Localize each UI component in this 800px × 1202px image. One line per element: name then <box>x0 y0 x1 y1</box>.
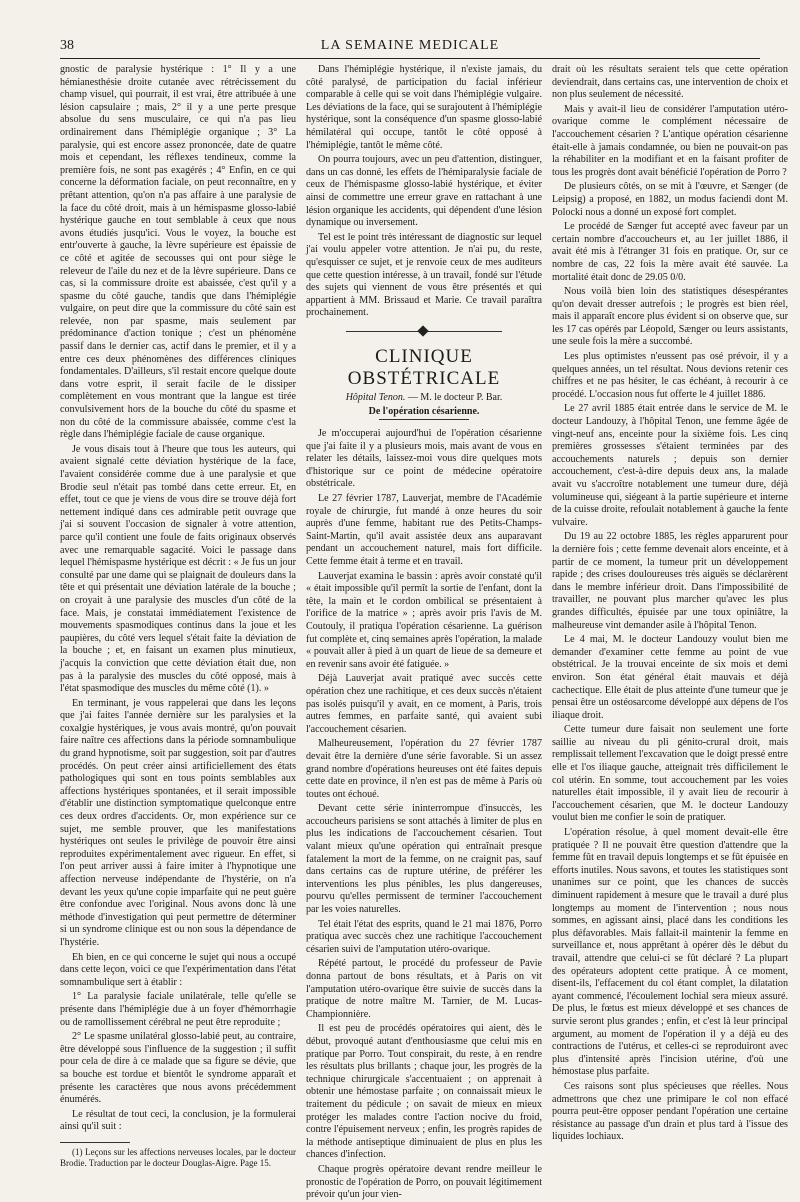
paragraph: Il est peu de procédés opératoires qui aient, dès le début, provoqué autant d'enthousiasme que celui mis en pratique par Porro. Tout conspirait, du reste, à en rendre les résultats plus brillants ; chaque jour, les progrès de la technique chirurgicale s'accentuaient ; on apprenait à obtenir une hémostase parfaite ; on connaissait mieux le traitement du pédicule ; on savait de mieux en mieux protéger les malades contre l'action nocive du froid, contre l'épuisement nerveux ; enfin, les progrès rapides de la méthode antiseptique diminuaient de plus en plus les chances d'infection. <box>306 1023 542 1161</box>
paragraph: Chaque progrès opératoire devant rendre meilleur le pronostic de l'opération de Porro, on pouvait légitimement prévoir qu'un jour vien- <box>306 1163 542 1201</box>
paragraph: Eh bien, en ce qui concerne le sujet qui nous a occupé dans cette leçon, voici ce que l'expérimentation dans l'état somnambulique sert à établir : <box>60 951 296 988</box>
subsection-rule <box>379 419 469 420</box>
paragraph: Ces raisons sont plus spécieuses que réelles. Nous admettrons que chez une primipare le col non effacé pourra peut-être opposer pendant l'opération une certaine résistance au passage d'un drain et plus tard à l'issue des liquides lochiaux. <box>552 1080 788 1143</box>
paragraph: Nous voilà bien loin des statistiques désespérantes qu'on devait dresser autrefois ; le progrès est bien réel, mais il apparaît encore plus évident si on observe que, sur les 17 cas opérés par Léopold, Sænger ou leurs assistants, une seule fois la mère a succombé. <box>552 286 788 348</box>
paragraph: De plusieurs côtés, on se mit à l'œuvre, et Sænger (de Leipsig) a proposé, en 1882, un modus faciendi dont M. Polocki nous a donné un exposé fort complet. <box>552 181 788 218</box>
hospital-name: Hôpital Tenon. <box>345 391 406 403</box>
paragraph: Devant cette série ininterrompue d'insuccès, les accoucheurs parisiens se sont attachés à limiter de plus en plus les indications de l'accouchement césarien. Tout valant mieux qu'une opération qui entraînait presque fatalement la mort de la femme, on ne craignit pas, sauf dans certains cas de rupture utérine, de préférer les interventions les plus pénibles, les plus dangereuses, pourvu qu'elles permissent de terminer l'accouchement par les voies naturelles. <box>306 803 542 916</box>
diamond-ornament-icon <box>417 325 428 336</box>
paragraph: gnostic de paralysie hystérique : 1° Il y a une hémianesthésie droite cutanée avec rétrécissement du champ visuel, qui pourrait, il est vrai, être attribuée à une lésion capsulaire ; mais, 2° il y a une perte presque absolue du sens musculaire, ce qui n'a pas lieu ordinairement dans l'hémiplégie organique ; 3° La paralysie, qui est encore assez prononcée, date de quatre mois et cependant, les réflexes tendineux, comme la première fois, ne sont pas exagérés ; 4° Enfin, en ce qui concerne la déformation faciale, on peut reconnaître, en y prêtant attention, qu'on n'a pas affaire à une paralysie de la face du côté droit, mais à un hémispasme glosso-labié hystérique gauche en tout semblable à ceux que nous avons étudiés jusqu'ici. Vous le voyez, la bouche est entr'ouverte à gauche, la lèvre supérieure est épaissie de ce côté et agitée de secousses qui ont pour siège le releveur de l'aile du nez et de la lèvre supérieure. Dans ce cas, si la commissure droite est abaissée, c'est qu'il y a spasme du côté gauche, tandis que dans l'hémiplégie vulgaire, on peut dire que la commissure du côté sain est relevée, non par spasme, mais seulement par prédominance d'action tonique ; c'est un phénomène passif dans le dernier cas, actif dans le premier, et il y a entre ces deux phénomènes des différences cliniques fondamentales. D'ailleurs, s'il restait encore quelque doute dans votre esprit, il serait facile de le dissiper complètement en vous montrant que la langue est tirée convulsivement hors de la bouche du côté du spasme et non du côté de la commissure abaissée, comme c'est la règle dans l'hémiplégie faciale de cause organique. <box>60 64 296 441</box>
paragraph: Je m'occuperai aujourd'hui de l'opération césarienne que j'ai faite il y a plusieurs mois, mais avant de vous en relater les détails, laissez-moi vous dire quelques mots d'historique sur ce point de médecine opératoire obstétricale. <box>306 428 542 490</box>
paragraph: L'opération résolue, à quel moment devait-elle être pratiquée ? Il ne pouvait être question d'attendre que la femme fût en travail depuis longtemps et se fût épuisée en efforts inutiles. Nous savons, et toutes les statistiques sont unanimes sur ce point, que les chances de succès diminuent rapidement à mesure que le travail a duré plus longtemps au moment de l'intervention ; nous nous sommes, en agissant ainsi, placé dans les conditions les plus défavorables. Mais fallait-il maintenir la femme en surveillance et, nous apprêtant à opérer dès le début du travail, attendre que celui-ci se fût déclaré ? La plupart des opérateurs adoptent cette pratique. À ce moment, disent-ils, l'effacement du col étant complet, la dilatation ayant commencé, l'écoulement lochial sera mieux assuré. De plus, le fœtus est mieux développé et ses chances de survie seront plus grandes ; enfin, et c'est là leur principal argument, au moment de l'opération il y a déjà eu des contractions de l'utérus, et celles-ci se reproduiront avec plus d'intensité après l'incision utérine, d'où une hémostase plus parfaite. <box>552 827 788 1078</box>
paragraph: Répété partout, le procédé du professeur de Pavie donna partout de bons résultats, et à Paris on vit l'amputation utéro-ovarique être suivie de succès dans la pratique de notre maître M. Tarnier, de M. Lucas-Championnière. <box>306 958 542 1020</box>
paragraph: En terminant, je vous rappelerai que dans les leçons que j'ai faites l'année dernière sur les paralysies et la coxalgie hystériques, je vous avais montré, qu'on pouvait faire naître ces affections dans la période somnambulique du grand hypnotisme, soit par suggestion, soit par d'autres procédés. On peut créer ainsi artificiellement des états pathologiques qui sont en tous points semblables aux affections hystériques spontanées, et il serait impossible d'établir une distinction symptomatique quelconque entre ces deux ordres d'accidents. Or, mon expérience sur ce sujet, me semble prouver, que les manifestations hystériques ont seules le privilège de pouvoir être ainsi reproduites expérimentalement avec rigueur. En effet, si l'on peut arriver aussi à faire imiter à l'hypnotique une affection nerveuse indépendante de l'hystérie, on n'a devant les yeux qu'une copie imparfaite qui ne peut guère être confondue avec l'original. Nous avons donc là une méthode d'investigation qui peut permettre de déterminer si un syndrome clinique est ou non sous la dépendance de l'hystérie. <box>60 697 296 948</box>
journal-title: LA SEMAINE MEDICALE <box>320 38 500 53</box>
section-separator <box>306 326 542 336</box>
footnote-rule <box>60 1142 130 1143</box>
paragraph: Les plus optimistes n'eussent pas osé prévoir, il y a quelques années, un tel résultat. Nous devions retenir ces chiffres et ne pas hésiter, le cas échéant, à recourir à ce procédé. L'occasion nous fut offerte le 4 juillet 1886. <box>552 351 788 400</box>
page-number: 38 <box>60 38 74 53</box>
paragraph: Le 27 février 1787, Lauverjat, membre de l'Académie royale de chirurgie, fut mandé à onze heures du soir auprès d'une femme, habitant rue des Petits-Champs-Saint-Martin, qu'il avait assistée deux ans auparavant pendant un accouchement naturel, mais fort difficile. Cette femme était à terme et en travail. <box>306 493 542 567</box>
column-3 <box>552 64 788 1143</box>
paragraph: Cette tumeur dure faisait non seulement une forte saillie au niveau du pli génito-crural droit, mais remplissait tellement l'excavation que le doigt pressé entre elle et l'os iliaque gauche, atteignait très difficilement le col utérin. En somme, tout accouchement par les voies naturelles était impossible, il y avait lieu de recourir à l'accouchement césarien, que M. le docteur Landouzy voulut bien me confier le soin de pratiquer. <box>552 724 788 824</box>
paragraph: Du 19 au 22 octobre 1885, les règles apparurent pour la dernière fois ; cette femme devenait alors enceinte, et à partir de ce moment, la tumeur prit un développement rapide ; des crises douloureuses très aiguës se déclarèrent dans le membre inférieur droit. Dans l'impossibilité de travailler, ne pouvant plus marcher qu'avec les plus grandes difficultés, épuisée par une toux opiniâtre, la malheureuse vint demander asile à l'hôpital Tenon. <box>552 531 788 631</box>
paragraph: Je vous disais tout à l'heure que tous les auteurs, qui avaient signalé cette déviation hystérique de la face, l'avaient considérée comme due à une paralysie et que Brodie seul n'était pas tombé dans cette erreur. Et, en effet, tout ce que je viens de vous dire se trouve déjà fort nettement indiqué dans ces admirable petit ouvrage que j'ai si souvent l'occasion de signaler à votre attention, parce qu'il contient une foule de faits originaux observés avec une remarquable sagacité. Voici le passage dans lequel l'hémispasme hystérique est décrit : « Je fus un jour consulté par une dame qui se plaignait de douleurs dans la tête et qui présentait une déviation latérale de la bouche ; on croyait à une paralysie des muscles d'un côté de la face. Mais, je constatai immédiatement l'existence de mouvements spasmodiques continus dans la joue et les paupières, du côté vers lequel s'était faite la déviation de la bouche ; et, en faisant un examen plus minutieux, j'acquis la conviction que cette déviation était due, non pas à la paralysie des muscles du côté opposé, mais à l'état spasmodique des muscles du même côté (1). » <box>60 443 296 695</box>
column-1 <box>60 64 296 1168</box>
paragraph: Déjà Lauverjat avait pratiqué avec succès cette opération chez une rachitique, et ces deux succès n'étaient pas isolés puisqu'il y avait, en ce moment, à Paris, trois autres femmes, en parfaite santé, qui avaient subi l'accouchement césarien. <box>306 673 542 735</box>
paragraph: Le résultat de tout ceci, la conclusion, je la formulerai ainsi qu'il suit : <box>60 1108 296 1133</box>
section-byline <box>306 392 542 405</box>
header-rule <box>60 58 760 59</box>
paragraph: Lauverjat examina le bassin : après avoir constaté qu'il « était impossible qu'il permît la sortie de l'enfant, dont la tête, la main et le cordon ombilical se présentaient à l'orifice de la matrice » ; après avoir pris l'avis de M. Coutouly, il pratiqua l'opération césarienne. La guérison fut complète et, cinq semaines après l'opération, la malade « pouvait aller à pied à un quart de lieue de sa demeure et en revenir sans avoir été fatiguée. » <box>306 570 542 670</box>
paragraph: 2° Le spasme unilatéral glosso-labié peut, au contraire, être développé sous l'influence de la suggestion ; il suffit pour cela de dire à ce malade que sa figure se dévie, que sa bouche est tordue et bientôt le syndrome apparaît et présente les caractères que nous avons précédemment énumérés. <box>60 1031 296 1106</box>
paragraph: 1° La paralysie faciale unilatérale, telle qu'elle se présente dans l'hémiplégie due à un foyer d'hémorrhagie ou de ramollissement cérébral ne peut être reproduite ; <box>60 991 296 1028</box>
page-header <box>60 38 760 60</box>
section-title: CLINIQUE OBSTÉTRICALE <box>347 345 501 389</box>
paragraph: Tel était l'état des esprits, quand le 21 mai 1876, Porro pratiqua avec succès chez une rachitique l'accouchement césarien suivi de l'amputation utéro-ovarique. <box>306 918 542 955</box>
paragraph: Mais y avait-il lieu de considérer l'amputation utéro-ovarique comme le complément nécessaire de l'accouchement césarien ? L'antique opération césarienne était-elle à jamais condamnée, ou bien ne pouvait-on pas la réhabiliter en la modifiant et en la faisant profiter de tous les progrès dont avait bénéficié l'opération de Porro ? <box>552 103 788 178</box>
subsection-title: De l'opération césarienne. <box>368 406 480 418</box>
paragraph: Le procédé de Sænger fut accepté avec faveur par un certain nombre d'accoucheurs et, au 1er juillet 1886, il avait été mis à l'étranger 31 fois en pratique. Or, sur ce nombre de cas, 22 fois la mère avait été sauvée. La mortalité était donc de 29.05 0/0. <box>552 221 788 283</box>
paragraph: Dans l'hémiplégie hystérique, il n'existe jamais, du côté paralysé, de participation du facial inférieur comparable à celle qui se voit dans l'hémiplégie vulgaire. Les déviations de la face, qui se surajoutent à l'hémiplégie hystérique, sont la conséquence d'un spasme glosso-labié hémilatéral qui occupe, tantôt le côté opposé à l'hémiplégie, tantôt le même côté. <box>306 64 542 151</box>
paragraph: On pourra toujours, avec un peu d'attention, distinguer, dans un cas donné, les effets de l'hémiparalysie faciale de ceux de l'hémispasme glosso-labié hystérique, et éviter ainsi de commettre une erreur grave en rattachant à une lésion organique les accidents, qui dépendent d'une lésion dynamique ou inversement. <box>306 154 542 229</box>
paragraph: Malheureusement, l'opération du 27 février 1787 devait être la dernière d'une série favorable. Si un assez grand nombre d'opérations heureuses ont été faites depuis cette date en province, il n'en est pas de même à Paris où toutes ont échoué. <box>306 738 542 800</box>
column-2 <box>306 64 542 1201</box>
paragraph: drait où les résultats seraient tels que cette opération deviendrait, dans certains cas, une intervention de choix et non plus seulement de nécessité. <box>552 64 788 101</box>
paragraph: Le 27 avril 1885 était entrée dans le service de M. le docteur Landouzy, à l'hôpital Tenon, une femme âgée de vingt-neuf ans, enceinte pour la sixième fois. Les cinq premières grossesses s'étaient terminées par des accouchements naturels ; depuis son dernier accouchement, c'est-à-dire depuis deux ans, la malade avait vu s'accroître notablement une tumeur dure, déjà volumineuse qui, siégeant à la partie supérieure et interne de la cuisse droite, refoulait notablement à gauche la fente vulvaire. <box>552 403 788 528</box>
author-name: — M. le docteur P. Bar. <box>407 391 503 403</box>
paragraph: Le 4 mai, M. le docteur Landouzy voulut bien me demander d'examiner cette femme au point de vue obstétrical. Je la trouvai enceinte de six mois et demi environ. Son état général était mauvais et déjà cachectique. Elle était de plus atteinte d'une tumeur que je pensai être un ostéosarcome développé aux dépens de l'os iliaque droit. <box>552 634 788 721</box>
paragraph: Tel est le point très intéressant de diagnostic sur lequel j'ai voulu appeler votre attention. Je n'ai pu, du reste, qu'esquisser ce sujet, et je renvoie ceux de mes auditeurs que cette question intéresse, à un travail, fondé sur l'étude des sujets qui viennent de vous être présentés et qui appartient à MM. Brissaud et Marie. Ce travail paraîtra prochainement. <box>306 231 542 319</box>
footnote: (1) Leçons sur les affections nerveuses locales, par le docteur Brodie. Traduction par le docteur Douglas-Aigre. Page 15. <box>60 1146 296 1168</box>
